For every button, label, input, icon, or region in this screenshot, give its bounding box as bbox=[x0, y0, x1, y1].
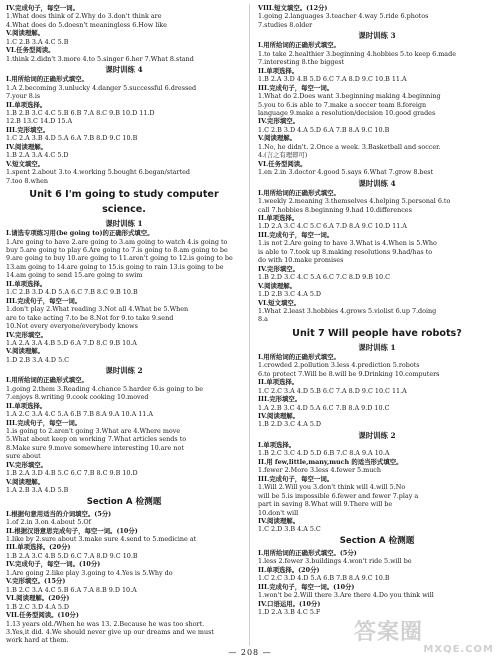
exercise-heading: I.根据句意用适当的介词填空。(5分) bbox=[6, 509, 112, 518]
answer-line: 1.A 2.B 3.A 4.D 5.B bbox=[6, 486, 69, 495]
exercise-heading: III.完成句子，每空一词。(10分) bbox=[258, 582, 355, 591]
answer-line: 3.Yes,it did. 4.We should never give up our dreams and we must bbox=[6, 628, 214, 636]
answer-line: 1.don't play 2.What reading 3.Not all 4.What be 5.When bbox=[6, 305, 189, 314]
lesson-heading: 课时训练 2 bbox=[358, 430, 396, 440]
exercise-heading: I.用所给词的正确形式填空。 bbox=[258, 41, 340, 50]
exercise-heading: VI.阅读理解。(20分) bbox=[6, 594, 70, 603]
exercise-heading: I.单项选择。 bbox=[258, 440, 296, 449]
exercise-heading: IV.完成句子，每空一词。(10分) bbox=[6, 560, 101, 569]
exercise-heading: II.单项选择。 bbox=[6, 100, 47, 109]
unit-title: Unit 7 Will people have robots? bbox=[292, 327, 462, 339]
answer-line: 1.won't be 2.Will there 3.Are there 4.Do you think will bbox=[258, 591, 434, 600]
answer-line: 10.don't will bbox=[258, 508, 299, 517]
exercise-heading: III.单项选择。(20分) bbox=[6, 543, 71, 552]
lesson-heading: 课时训练 1 bbox=[358, 342, 396, 352]
answer-line: 1.What 2.least 3.hobbies 4.grows 5.violist 6.up 7.doing bbox=[258, 306, 437, 315]
exercise-heading: V.短文填空。 bbox=[6, 159, 45, 168]
lesson-heading: 课时训练 1 bbox=[105, 219, 143, 229]
exercise-heading: III.完形填空。 bbox=[6, 125, 50, 134]
answer-line: 1.D 2.A 3.C 4.C 5.C 6.A 7.D 8.A 9.C 10.D 11.A bbox=[258, 222, 407, 231]
unit-title: Unit 6 I'm going to study computer science. bbox=[29, 189, 219, 216]
exercise-heading: II.单项选择。 bbox=[258, 378, 299, 387]
lesson-heading: 课时训练 4 bbox=[358, 178, 396, 188]
lesson-heading: 课时训练 3 bbox=[358, 31, 396, 41]
answer-line: 12.B 13.C 14.D 15.A bbox=[6, 117, 73, 126]
answer-line: 1.A 2.C 3.A 4.C 5.A 6.B 7.B 8.A 9.A 10.A 11.A bbox=[6, 410, 153, 419]
answer-line: 7.interesting 8.the biggest bbox=[258, 58, 345, 67]
exercise-heading: III.完成句子，每空一词。 bbox=[258, 474, 334, 483]
answer-line: 7.enjoys 8.writing 9.cook cooking 10.moved bbox=[6, 393, 149, 402]
answer-line: 1.C 2.C 3.D 4.D 5.A 6.B 7.B 8.A 9.C 10.B bbox=[258, 574, 390, 583]
watermark-logo bbox=[354, 622, 494, 656]
section-test-title: Section A 检测题 bbox=[86, 496, 162, 507]
answer-line: 1.crowded 2.pollution 3.less 4.prediction 5.robots bbox=[258, 361, 420, 370]
exercise-heading: IV.口语运用。(10分) bbox=[258, 599, 321, 608]
answer-line: 1.C 2.B 3.D 4.D 5.A 6.C 7.B 8.C 9.B 10.B bbox=[6, 288, 138, 297]
exercise-heading: V.阅读理解。 bbox=[258, 134, 297, 143]
exercise-heading: IV.阅读理解。 bbox=[258, 412, 300, 421]
answer-line: 7.studies 8.older bbox=[258, 20, 313, 29]
answer-line: 1.going 2.them 3.Reading 4.chance 5.harder 6.is going to be bbox=[6, 384, 203, 393]
exercise-heading: V.完形填空。(15分) bbox=[6, 577, 66, 586]
exercise-heading: I.用所给词的正确形式填空。 bbox=[258, 352, 340, 361]
answer-line: do with 10.make promises bbox=[258, 256, 344, 265]
answer-line: 1.going 2.languages 3.teacher 4.way 5.ride 6.photos bbox=[258, 12, 429, 21]
answer-line: 1.B 2.A 3.D 4.B 5.C 6.C 7.B 8.C 9.B 10.D bbox=[6, 469, 138, 478]
answer-line: 6.to protect 7.Will be 8.will be 9.Drinking 10.computers bbox=[258, 369, 440, 378]
answer-line: 1.Will 2.Will you 3.don't think will 4.will 5.No bbox=[258, 483, 406, 492]
answer-line: 5.you to 6.is able to 7.make a soccer team 8.foreign bbox=[258, 100, 427, 109]
answer-line: 7.your 8.is bbox=[6, 92, 41, 101]
answer-line: work hard at them. bbox=[6, 636, 69, 645]
exercise-heading: II.单项选择。 bbox=[258, 213, 299, 222]
exercise-heading: IV.完成句子，每空一词。 bbox=[6, 4, 79, 12]
answer-line: language 9.make a resolution/decision 10.good grades bbox=[258, 108, 436, 117]
column-divider bbox=[249, 4, 250, 646]
answer-line: 4.(言之有理即可) bbox=[258, 151, 308, 160]
exercise-heading: I.用所给词的正确形式填空。 bbox=[6, 75, 88, 84]
exercise-heading: VI.短文填空。 bbox=[258, 298, 301, 307]
answer-line: 1.weekly 2.meaning 3.themselves 4.helping 5.personal 6.to bbox=[258, 197, 451, 206]
answer-line: 1.Are going to have 2.are going to 3.am going to watch 4.is going to bbox=[6, 237, 228, 246]
exercise-heading: VI.任务型阅读。 bbox=[6, 46, 55, 55]
answer-line: 1.C 2.C 3.A 4.D 5.B 6.C 7.A 8.D 9.C 10.C 11.A bbox=[258, 386, 407, 395]
exercise-heading: III.完成句子，每空一词。 bbox=[6, 296, 82, 305]
right-column bbox=[258, 4, 496, 617]
exercise-heading: V.阅读理解。 bbox=[6, 29, 45, 38]
answer-line: 1.of 2.in 3.on 4.about 5.Of bbox=[6, 518, 91, 527]
answer-line: 9.are going to buy 10.are going to 11.aren't going to 12.is going to be bbox=[6, 254, 233, 263]
exercise-heading: III.完成句子，每空一词。 bbox=[258, 230, 334, 239]
exercise-heading: VI.任务型阅读。 bbox=[258, 159, 307, 168]
answer-line: 1.is going to 2.aren't going 3.What are 4.Where move bbox=[6, 427, 181, 436]
answer-line: 1.C 2.B 3.D 4.A 5.D 6.A 7.B 8.A 9.C 10.B bbox=[258, 125, 390, 134]
exercise-heading: VIII.短文填空。(12分) bbox=[258, 4, 328, 12]
answer-line: 1.No, he didn't. 2.Once a week. 3.Basketball and soccer. bbox=[258, 142, 441, 151]
answer-line: 1.B 2.D 3.C 4.A 5.D bbox=[258, 420, 322, 429]
page-number: — 208 — bbox=[228, 648, 272, 657]
exercise-heading: V.阅读理解。 bbox=[6, 347, 45, 356]
watermark-line-2: MXQE.COM bbox=[423, 644, 494, 655]
answer-line: 1.D 2.A 3.B 4.C 5.F bbox=[258, 608, 321, 617]
answer-line: 1.A 2.becoming 3.unlucky 4.danger 5.successful 6.dressed bbox=[6, 83, 197, 92]
exercise-heading: I.请选专项练习用(be going to)的正确形式填空。 bbox=[6, 229, 154, 238]
answer-line: 1.B 2.A 3.C 4.B 5.D 6.C 7.A 8.D 9.C 10.B bbox=[6, 551, 138, 560]
exercise-heading: VII.任务型阅读。(10分) bbox=[6, 611, 79, 620]
answer-line: 1.D 2.B 3.A 4.D 5.C bbox=[6, 355, 70, 364]
answer-line: 1.B 2.A 3.D 4.B 5.D 6.C 7.A 8.D 9.C 10.B 11.A bbox=[258, 75, 407, 84]
answer-line: 1.en 2.in 3.doctor 4.good 5.says 6.What 7.grow 8.best bbox=[258, 168, 434, 177]
answer-line: 1.is not 2.Are going to have 3.What is 4.When is 5.Who bbox=[258, 239, 437, 248]
exercise-heading: I.用所给词的正确形式填空。 bbox=[258, 188, 340, 197]
section-test-title: Section A 检测题 bbox=[339, 535, 415, 546]
exercise-heading: IV.阅读理解。 bbox=[258, 517, 300, 526]
answer-line: 14.am going to send 15.are going to swim bbox=[6, 271, 143, 280]
exercise-heading: IV.完形填空。 bbox=[6, 460, 48, 469]
exercise-heading: I.用所给词的正确形式填空。 bbox=[6, 376, 88, 385]
answer-line: 8.Make sure 9.move somewhere interesting 10.are not bbox=[6, 443, 184, 452]
answer-line: 1.B 2.C 3.A 4.C 5.B 6.A 7.A 8.B 9.D 10.A bbox=[6, 585, 137, 594]
answer-line: 1.What do 2.Does want 3.beginning making 4.beginning bbox=[258, 92, 441, 101]
answer-line: are to take acting 7.to be 8.Not for 9.to take 9.send bbox=[6, 313, 174, 322]
answer-line: 1.like by 2.sure about 3.make sure 4.send to 5.medicine at bbox=[6, 535, 197, 544]
left-column bbox=[6, 4, 242, 645]
lesson-heading: 课时训练 2 bbox=[105, 366, 143, 376]
answer-line: 1.to take 2.healthier 3.beginning 4.hobbies 5.to keep 6.made bbox=[258, 49, 456, 58]
answer-line: 1.A 2.A 3.A 4.B 5.D 6.A 7.D 8.C 9.B 10.A bbox=[6, 338, 137, 347]
answer-line: will be 5.is impossible 6.fewer and fewer 7.play a bbox=[258, 491, 419, 500]
exercise-heading: IV.完形填空。 bbox=[6, 330, 48, 339]
answer-line: 1.B 2.A 3.A 4.C 5.D bbox=[6, 151, 69, 160]
exercise-heading: II.用 few,little,many,much 的适当形式填空。 bbox=[258, 457, 403, 466]
answer-line: 1.13 years old./When he was 13. 2.Because he was too short. bbox=[6, 619, 205, 628]
exercise-heading: II.单项选择。 bbox=[258, 66, 299, 75]
answer-line: part in saving 8.What will 9.There will be bbox=[258, 500, 393, 509]
answer-line: 1.D 2.B 3.C 4.A 5.D bbox=[258, 290, 322, 299]
answer-line: 13.am going to 14.are going to 15.is going to rain 13.is going to be bbox=[6, 262, 224, 271]
exercise-heading: IV.完形填空。 bbox=[258, 117, 300, 126]
exercise-heading: II.单项选择。 bbox=[6, 279, 47, 288]
answer-line: 1.Are going 2.like play 3.going to 4.Yes is 5.Why do bbox=[6, 568, 173, 577]
exercise-heading: III.完成句子，每空一词。 bbox=[6, 418, 82, 427]
answer-line: is able to 7.took up 8.making resolutions 9.had/has to bbox=[258, 247, 433, 256]
answer-line: 5.What about keep on working 7.What articles sends to bbox=[6, 435, 187, 444]
answer-line: 1.C 2.B 3.A 4.C 5.B bbox=[6, 37, 69, 46]
answer-line: 1.A 2.B 3.C 4.D 5.A 6.C 7.B 8.A 9.D 10.C bbox=[258, 403, 390, 412]
exercise-heading: IV.阅读理解。 bbox=[6, 142, 48, 151]
exercise-heading: II.根据汉语意思完成句子，每空一词。(10分) bbox=[6, 526, 138, 535]
answer-line: 1.spent 2.about 3.to 4.working 5.bought 6.began/started bbox=[6, 168, 190, 177]
exercise-heading: II.单项选择。(20分) bbox=[258, 565, 320, 574]
exercise-heading: III.完成句子，每空一词。 bbox=[258, 83, 334, 92]
answer-line: 10.Not every everyone/everybody knows bbox=[6, 322, 138, 331]
exercise-heading: III.完形填空。 bbox=[258, 395, 302, 404]
answer-line: 1.B 2.B 3.C 4.C 5.B 6.B 7.A 8.C 9.B 10.D 11.D bbox=[6, 108, 155, 117]
answer-line: 1.B 2.D 3.C 4.C 5.A 6.C 7.C 8.D 9.B 10.C bbox=[258, 273, 391, 282]
exercise-heading: IV.完形填空。 bbox=[258, 264, 300, 273]
answer-line: 1.fewer 2.More 3.less 4.fewer 5.much bbox=[258, 466, 382, 475]
answer-line: 8.a bbox=[258, 315, 268, 324]
answer-line: 1.B 2.C 3.C 4.D 5.D 6.B 7.C 8.A 9.A 10.A bbox=[258, 449, 390, 458]
answer-line: 1.C 2.A 3.B 4.D 5.A 6.A 7.B 8.D 9.C 10.B bbox=[6, 134, 138, 143]
answer-line: 1.think 2.didn't 3.more 4.to 5.singer 6.her 7.What 8.stand bbox=[6, 54, 194, 63]
answer-line: call 7.hobbies 8.beginning 9.had 10.differences bbox=[258, 205, 412, 214]
watermark-line-1: 答案圈 bbox=[354, 620, 424, 645]
exercise-heading: II.单项选择。 bbox=[6, 401, 47, 410]
answer-line: 1.C 2.D 3.B 4.A 5.C bbox=[258, 525, 321, 534]
lesson-heading: 课时训练 4 bbox=[105, 65, 143, 75]
answer-line: 7.too 8.when bbox=[6, 176, 48, 185]
answer-line: sure about bbox=[6, 452, 41, 461]
answer-line: 1.What does think of 2.Why do 3.don't think are bbox=[6, 12, 162, 21]
answer-line: 1.B 2.C 3.D 4.A 5.D bbox=[6, 602, 70, 611]
exercise-heading: I.用所给词的正确形式填空。(5分) bbox=[258, 548, 357, 557]
answer-line: 1.less 2.fewer 3.buildings 4.won't ride 5.will be bbox=[258, 557, 412, 566]
answer-line: 4.What does do 5.doesn't meaningless 6.How like bbox=[6, 20, 167, 29]
exercise-heading: V.阅读理解。 bbox=[258, 281, 297, 290]
answer-line: buy 5.are going to play 6.Are going to 7.is going to 8.am going to be bbox=[6, 245, 228, 254]
exercise-heading: V.阅读理解。 bbox=[6, 477, 45, 486]
